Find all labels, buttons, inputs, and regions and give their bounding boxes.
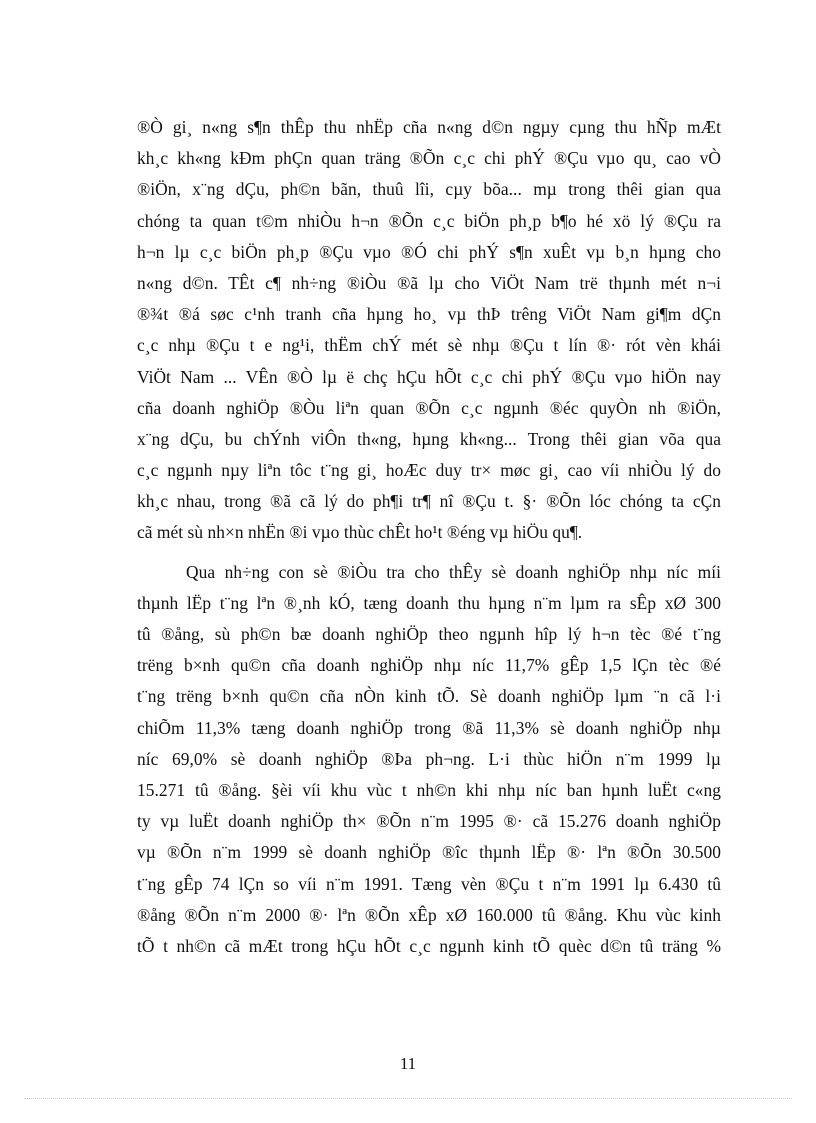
text-line: ViÖt Nam ... VÊn ®Ò lµ ë chç hÇu hÕt c¸c chi phÝ ®Çu vµo hiÖn nay (137, 366, 721, 387)
text-line: thµnh lËp t¨ng lªn ®¸nh kÓ, tæng doanh thu hµng n¨m lµm ra sÊp xØ 300 (137, 592, 721, 613)
text-line: c¸c ngµnh nµy liªn tôc t¨ng gi¸ hoÆc duy tr× møc gi¸ cao víi nhiÒu lý do (137, 460, 721, 481)
text-line: ®ång ®Õn n¨m 2000 ®· lªn ®Õn xÊp xØ 160.000 tû ®ång. Khu vùc kinh (137, 904, 721, 925)
text-line: 15.271 tû ®ång. §èi víi khu vùc t nh©n khi nhµ níc ban hµnh luËt c«ng (137, 779, 721, 800)
footer-divider (24, 1098, 792, 1099)
text-line: n«ng d©n. TÊt c¶ nh÷ng ®iÒu ®ã lµ cho ViÖt Nam trë thµnh mét n¬i (137, 272, 721, 293)
text-line: níc 69,0% sè doanh nghiÖp ®Þa ph¬ng. L·i thùc hiÖn n¨m 1999 lµ (137, 748, 721, 769)
paragraph-1 (137, 112, 721, 549)
text-line: t¨ng gÊp 74 lÇn so víi n¨m 1991. Tæng vèn ®Çu t n¨m 1991 lµ 6.430 tû (137, 873, 721, 894)
text-line: ty vµ luËt doanh nghiÖp th× ®Õn n¨m 1995 ®· cã 15.276 doanh nghiÖp (137, 811, 721, 832)
text-line: kh¸c nhau, trong ®ã cã lý do ph¶i tr¶ nî ®Çu t. §· ®Õn lóc chóng ta cÇn (137, 491, 721, 512)
text-line: cña doanh nghiÖp ®Òu liªn quan ®Õn c¸c ngµnh ®éc quyÒn nh ®iÖn, (137, 397, 721, 418)
text-line: ®iÖn, x¨ng dÇu, ph©n bãn, thuû lîi, cµy bõa... mµ trong thêi gian qua (137, 179, 721, 200)
text-line: tû ®ång, sù ph©n bæ doanh nghiÖp theo ngµnh hîp lý h¬n tèc ®é t¨ng (137, 624, 721, 644)
text-line: ®Ò gi¸ n«ng s¶n thÊp thu nhËp cña n«ng d©n ngµy cµng thu hÑp mÆt (137, 117, 721, 137)
text-line: h¬n lµ c¸c biÖn ph¸p ®Çu vµo ®Ó chi phÝ s¶n xuÊt vµ b¸n hµng cho (137, 241, 721, 262)
text-line: vµ ®Õn n¨m 1999 sè doanh nghiÖp ®îc thµnh lËp ®· lªn ®Õn 30.500 (137, 842, 721, 863)
text-line: c¸c nhµ ®Çu t e ng¹i, thËm chÝ mét sè nhµ ®Çu t lín ®· rót vèn khái (137, 335, 721, 356)
text-line: x¨ng dÇu, bu chÝnh viÔn th«ng, hµng kh«ng... Trong thêi gian võa qua (137, 428, 721, 449)
text-line: Qua nh÷ng con sè ®iÒu tra cho thÊy sè doanh nghiÖp nhµ níc míi (186, 561, 721, 582)
paragraph-spacer (137, 549, 721, 557)
paragraph-2 (137, 557, 721, 962)
text-line: t¨ng trëng b×nh qu©n cña nÒn kinh tÕ. Sè doanh nghiÖp lµm ¨n cã l·i (137, 686, 721, 707)
text-line: kh¸c kh«ng kÐm phÇn quan träng ®Õn c¸c chi phÝ ®Çu vµo qu¸ cao vÒ (137, 148, 721, 169)
text-line: ®¾t ®á søc c¹nh tranh cña hµng ho¸ vµ thÞ trêng ViÖt Nam gi¶m dÇn (137, 304, 721, 325)
body-text (137, 112, 721, 962)
text-line: cã mét sù nh×n nhËn ®i vµo thùc chÊt ho¹t ®éng vµ hiÖu qu¶. (137, 522, 583, 543)
page-number: 11 (399, 1054, 417, 1073)
text-line: chiÕm 11,3% tæng doanh nghiÖp trong ®ã 11,3% sè doanh nghiÖp nhµ (137, 717, 721, 738)
text-line: chóng ta quan t©m nhiÒu h¬n ®Õn c¸c biÖn ph¸p b¶o hé xö lý ®Çu ra (137, 210, 721, 231)
text-line: trëng b×nh qu©n cña doanh nghiÖp nhµ níc 11,7% gÊp 1,5 lÇn tèc ®é (137, 655, 721, 676)
text-line: tÕ t nh©n cã mÆt trong hÇu hÕt c¸c ngµnh kinh tÕ quèc d©n tû träng % (137, 935, 721, 956)
